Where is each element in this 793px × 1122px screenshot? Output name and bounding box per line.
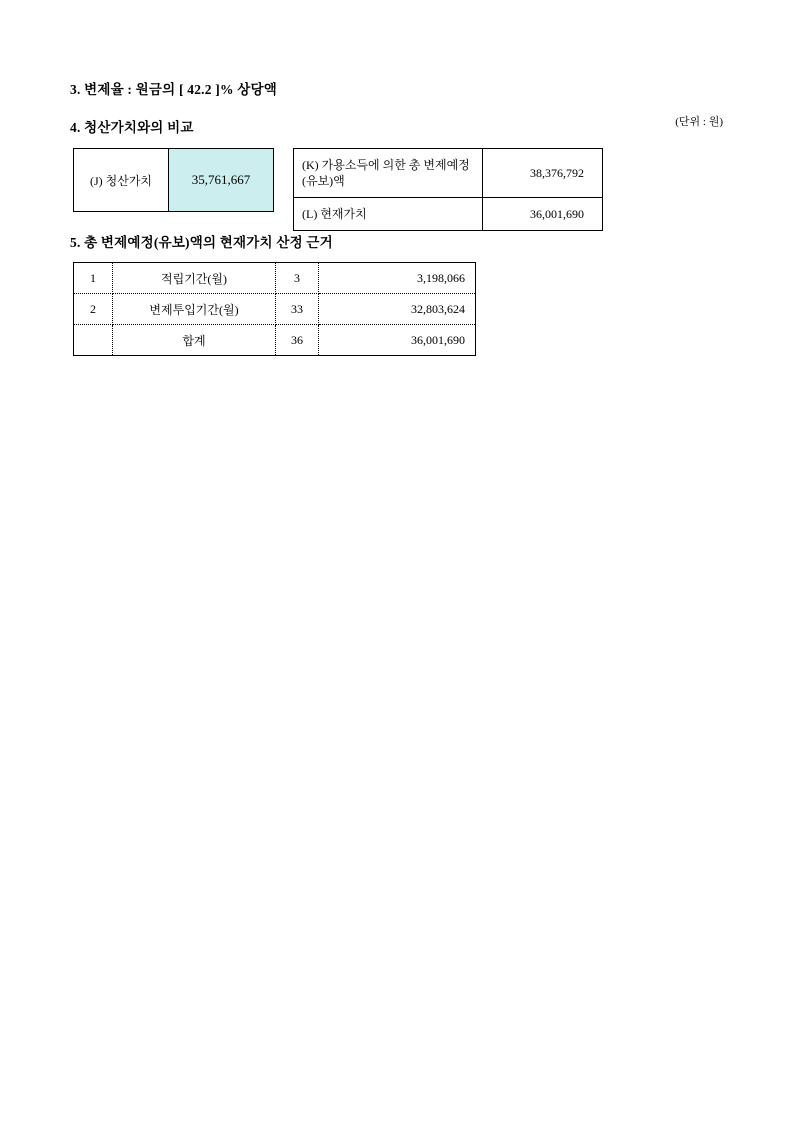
row-1-months: 3	[276, 263, 319, 294]
section-5-heading: 5. 총 변제예정(유보)액의 현재가치 산정 근거	[70, 235, 333, 250]
comparison-table	[293, 148, 603, 231]
section-3-suffix: ]% 상당액	[211, 82, 277, 97]
table-row	[74, 149, 274, 212]
table-row	[294, 198, 603, 231]
row-k-label: (K) 가용소득에 의한 총 변제예정(유보)액	[294, 149, 483, 198]
present-value-basis-table	[73, 262, 476, 356]
row-l-value: 36,001,690	[483, 198, 603, 231]
liquidation-value-table	[73, 148, 274, 212]
table-row	[294, 149, 603, 198]
total-months: 36	[276, 325, 319, 356]
table-row	[74, 263, 476, 294]
total-no	[74, 325, 113, 356]
section-4-heading: 4. 청산가치와의 비교	[70, 120, 194, 135]
row-1-no: 1	[74, 263, 113, 294]
row-k-value: 38,376,792	[483, 149, 603, 198]
row-2-amount: 32,803,624	[319, 294, 476, 325]
section-3-prefix: 3. 변제율 : 원금의 [	[70, 82, 188, 97]
row-1-name: 적립기간(월)	[113, 263, 276, 294]
total-name: 합계	[113, 325, 276, 356]
row-l-label: (L) 현재가치	[294, 198, 483, 231]
liquidation-value: 35,761,667	[169, 149, 274, 212]
row-2-name: 변제투입기간(월)	[113, 294, 276, 325]
section-3-heading	[70, 78, 277, 98]
table-row	[74, 294, 476, 325]
table-row-total	[74, 325, 476, 356]
total-amount: 36,001,690	[319, 325, 476, 356]
unit-note: (단위 : 원)	[675, 116, 723, 128]
row-2-no: 2	[74, 294, 113, 325]
row-2-months: 33	[276, 294, 319, 325]
row-1-amount: 3,198,066	[319, 263, 476, 294]
repayment-rate-value: 42.2	[187, 82, 212, 97]
liquidation-label: (J) 청산가치	[74, 149, 169, 212]
